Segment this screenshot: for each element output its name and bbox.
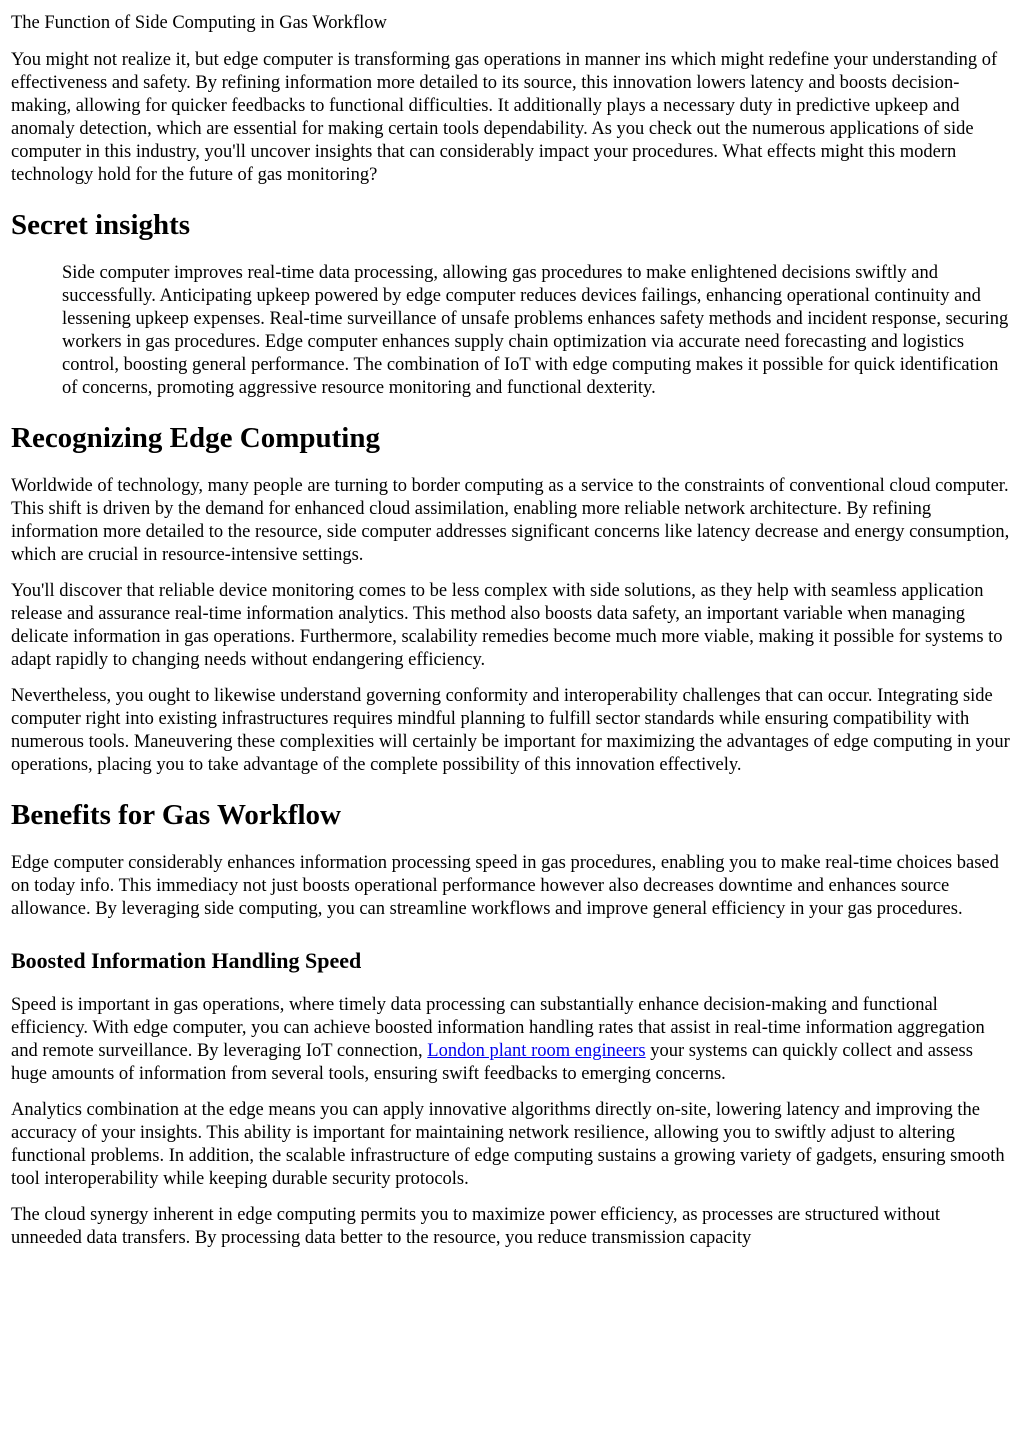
section-heading-edge-computing: Recognizing Edge Computing: [11, 422, 380, 454]
paragraph: Worldwide of technology, many people are turning to border computing as a service to the constraints of conventional cloud computer. This shift is driven by the demand for enhanced cloud assimilation, enabling more reliable network architecture. By refining information more detailed to the resource, side computer addresses significant concerns like latency decrease and energy consumption, which are crucial in resource-intensive settings.: [11, 476, 1010, 565]
key-insights-text: Side computer improves real-time data processing, allowing gas procedures to make enlightened decisions swiftly and successfully. Anticipating upkeep powered by edge computer reduces devices failings, enhancing operational continuity and lessening upkeep expenses. Real-time surveillance of unsafe problems enhances safety methods and incident response, securing workers in gas procedures. Edge computer enhances supply chain optimization via accurate need forecasting and logistics control, boosting general performance. The combination of IoT with edge computing makes it possible for quick identification of concerns, promoting aggressive resource monitoring and functional dexterity.: [62, 263, 1009, 398]
subsection-heading-processing-speed: Boosted Information Handling Speed: [11, 948, 362, 973]
paragraph-text: Speed is important in gas operations, where timely data processing can substantially enhance decision-making and functional efficiency. With edge computer, you can achieve boosted information handling rates that assist in real-time information aggregation and remote surveillance. By leveraging IoT connection,: [11, 995, 985, 1061]
paragraph: The cloud synergy inherent in edge computing permits you to maximize power efficiency, as processes are structured without unneeded data transfers. By processing data better to the resource, you reduce transmission capacity: [11, 1205, 941, 1248]
article: [11, 10, 1013, 1250]
london-plant-room-engineers-link[interactable]: London plant room engineers: [427, 1041, 646, 1061]
paragraph-with-link: [11, 994, 1013, 1086]
section-heading-key-insights: Secret insights: [11, 209, 191, 241]
paragraph-text: your systems can quickly collect and assess huge amounts of information from several tools, ensuring swift feedbacks to emerging concerns.: [11, 1041, 973, 1084]
paragraph: You'll discover that reliable device monitoring comes to be less complex with side solutions, as they help with seamless application release and assurance real-time information analytics. This method also boosts data safety, an important variable when managing delicate information in gas operations. Furthermore, scalability remedies become much more viable, making it possible for systems to adapt rapidly to changing needs without endangering efficiency.: [11, 581, 1003, 670]
intro-paragraph: You might not realize it, but edge computer is transforming gas operations in manner ins which might redefine your understanding of effectiveness and safety. By refining information more detailed to its source, this innovation lowers latency and boosts decision-making, allowing for quicker feedbacks to functional difficulties. It additionally plays a necessary duty in predictive upkeep and anomaly detection, which are essential for making certain tools dependability. As you check out the numerous applications of side computer in this industry, you'll uncover insights that can considerably impact your procedures. What effects might this modern technology hold for the future of gas monitoring?: [11, 50, 998, 185]
document-title: The Function of Side Computing in Gas Workflow: [11, 13, 387, 33]
section-heading-benefits: Benefits for Gas Workflow: [11, 799, 342, 831]
paragraph: Edge computer considerably enhances information processing speed in gas procedures, enabling you to make real-time choices based on today info. This immediacy not just boosts operational performance however also decreases downtime and enhances source allowance. By leveraging side computing, you can streamline workflows and improve general efficiency in your gas procedures.: [11, 853, 999, 919]
paragraph: Analytics combination at the edge means you can apply innovative algorithms directly on-site, lowering latency and improving the accuracy of your insights. This ability is important for maintaining network resilience, allowing you to swiftly adjust to altering functional problems. In addition, the scalable infrastructure of edge computing sustains a growing variety of gadgets, ensuring smooth tool interoperability while keeping durable security protocols.: [11, 1100, 1005, 1189]
key-insights-quote: [62, 262, 1013, 400]
paragraph: Nevertheless, you ought to likewise understand governing conformity and interoperability challenges that can occur. Integrating side computer right into existing infrastructures requires mindful planning to fulfill sector standards while ensuring compatibility with numerous tools. Maneuvering these complexities will certainly be important for maximizing the advantages of edge computing in your operations, placing you to take advantage of the complete possibility of this innovation effectively.: [11, 686, 1010, 775]
